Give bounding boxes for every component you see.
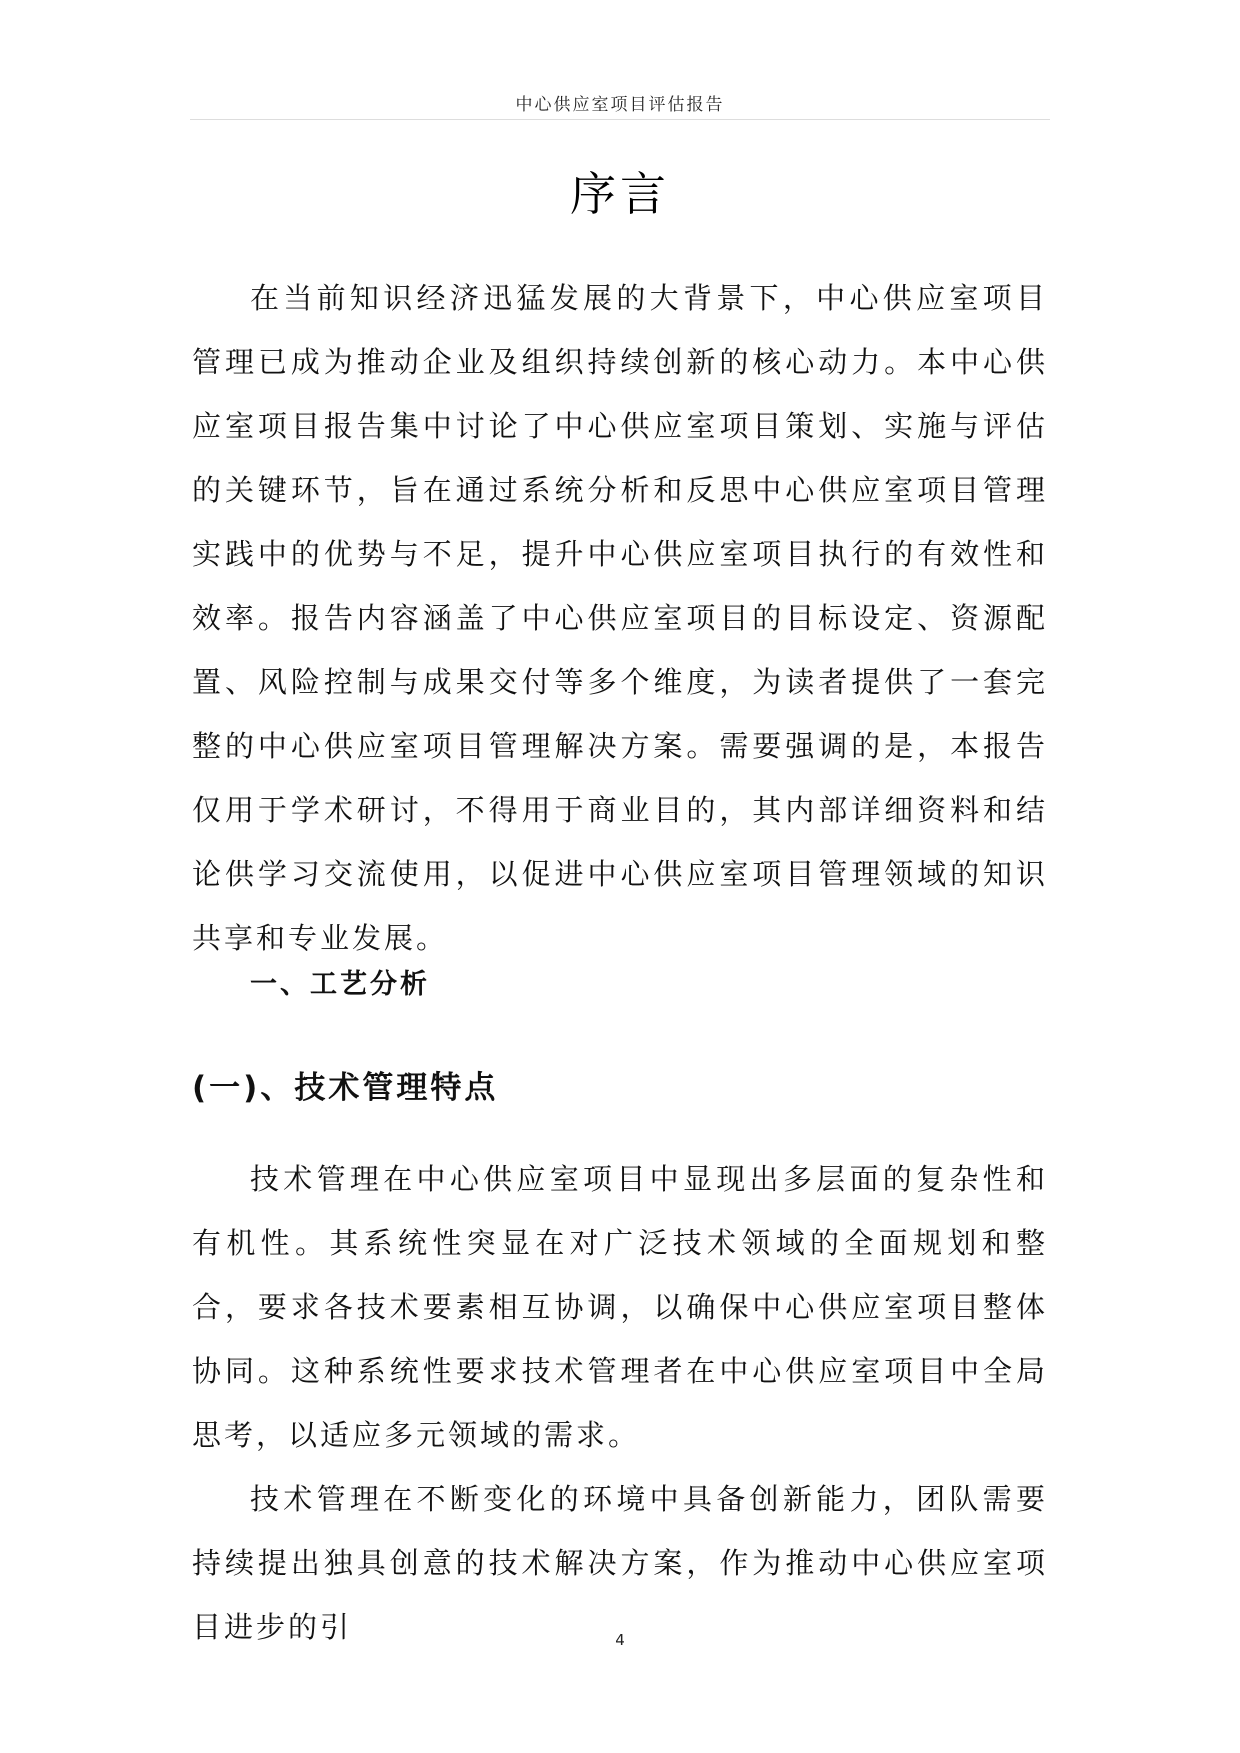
subsection-body [192,1147,1048,1659]
body-paragraph: 技术管理在中心供应室项目中显现出多层面的复杂性和有机性。其系统性突显在对广泛技术领域的全面规划和整合，要求各技术要素相互协调，以确保中心供应室项目整体协同。这种系统性要求技术管理者在中心供应室项目中全局思考，以适应多元领域的需求。 [192,1162,1048,1452]
running-header: 中心供应室项目评估报告 [515,95,725,115]
section-heading: 一、工艺分析 [250,969,430,1000]
preface-title: 序言 [570,167,670,221]
page-number: 4 [615,1631,625,1649]
header-divider [190,119,1050,120]
preface-paragraph: 在当前知识经济迅猛发展的大背景下，中心供应室项目管理已成为推动企业及组织持续创新的核心动力。本中心供应室项目报告集中讨论了中心供应室项目策划、实施与评估的关键环节，旨在通过系统分析和反思中心供应室项目管理实践中的优势与不足，提升中心供应室项目执行的有效性和效率。报告内容涵盖了中心供应室项目的目标设定、资源配置、风险控制与成果交付等多个维度，为读者提供了一套完整的中心供应室项目管理解决方案。需要强调的是，本报告仅用于学术研讨，不得用于商业目的，其内部详细资料和结论供学习交流使用，以促进中心供应室项目管理领域的知识共享和专业发展。 [192,281,1048,955]
body-paragraph: 技术管理在不断变化的环境中具备创新能力，团队需要持续提出独具创意的技术解决方案，作为推动中心供应室项目进步的引 [192,1482,1048,1644]
subsection-heading: (一)、技术管理特点 [192,1070,499,1106]
preface-body [192,266,1048,970]
